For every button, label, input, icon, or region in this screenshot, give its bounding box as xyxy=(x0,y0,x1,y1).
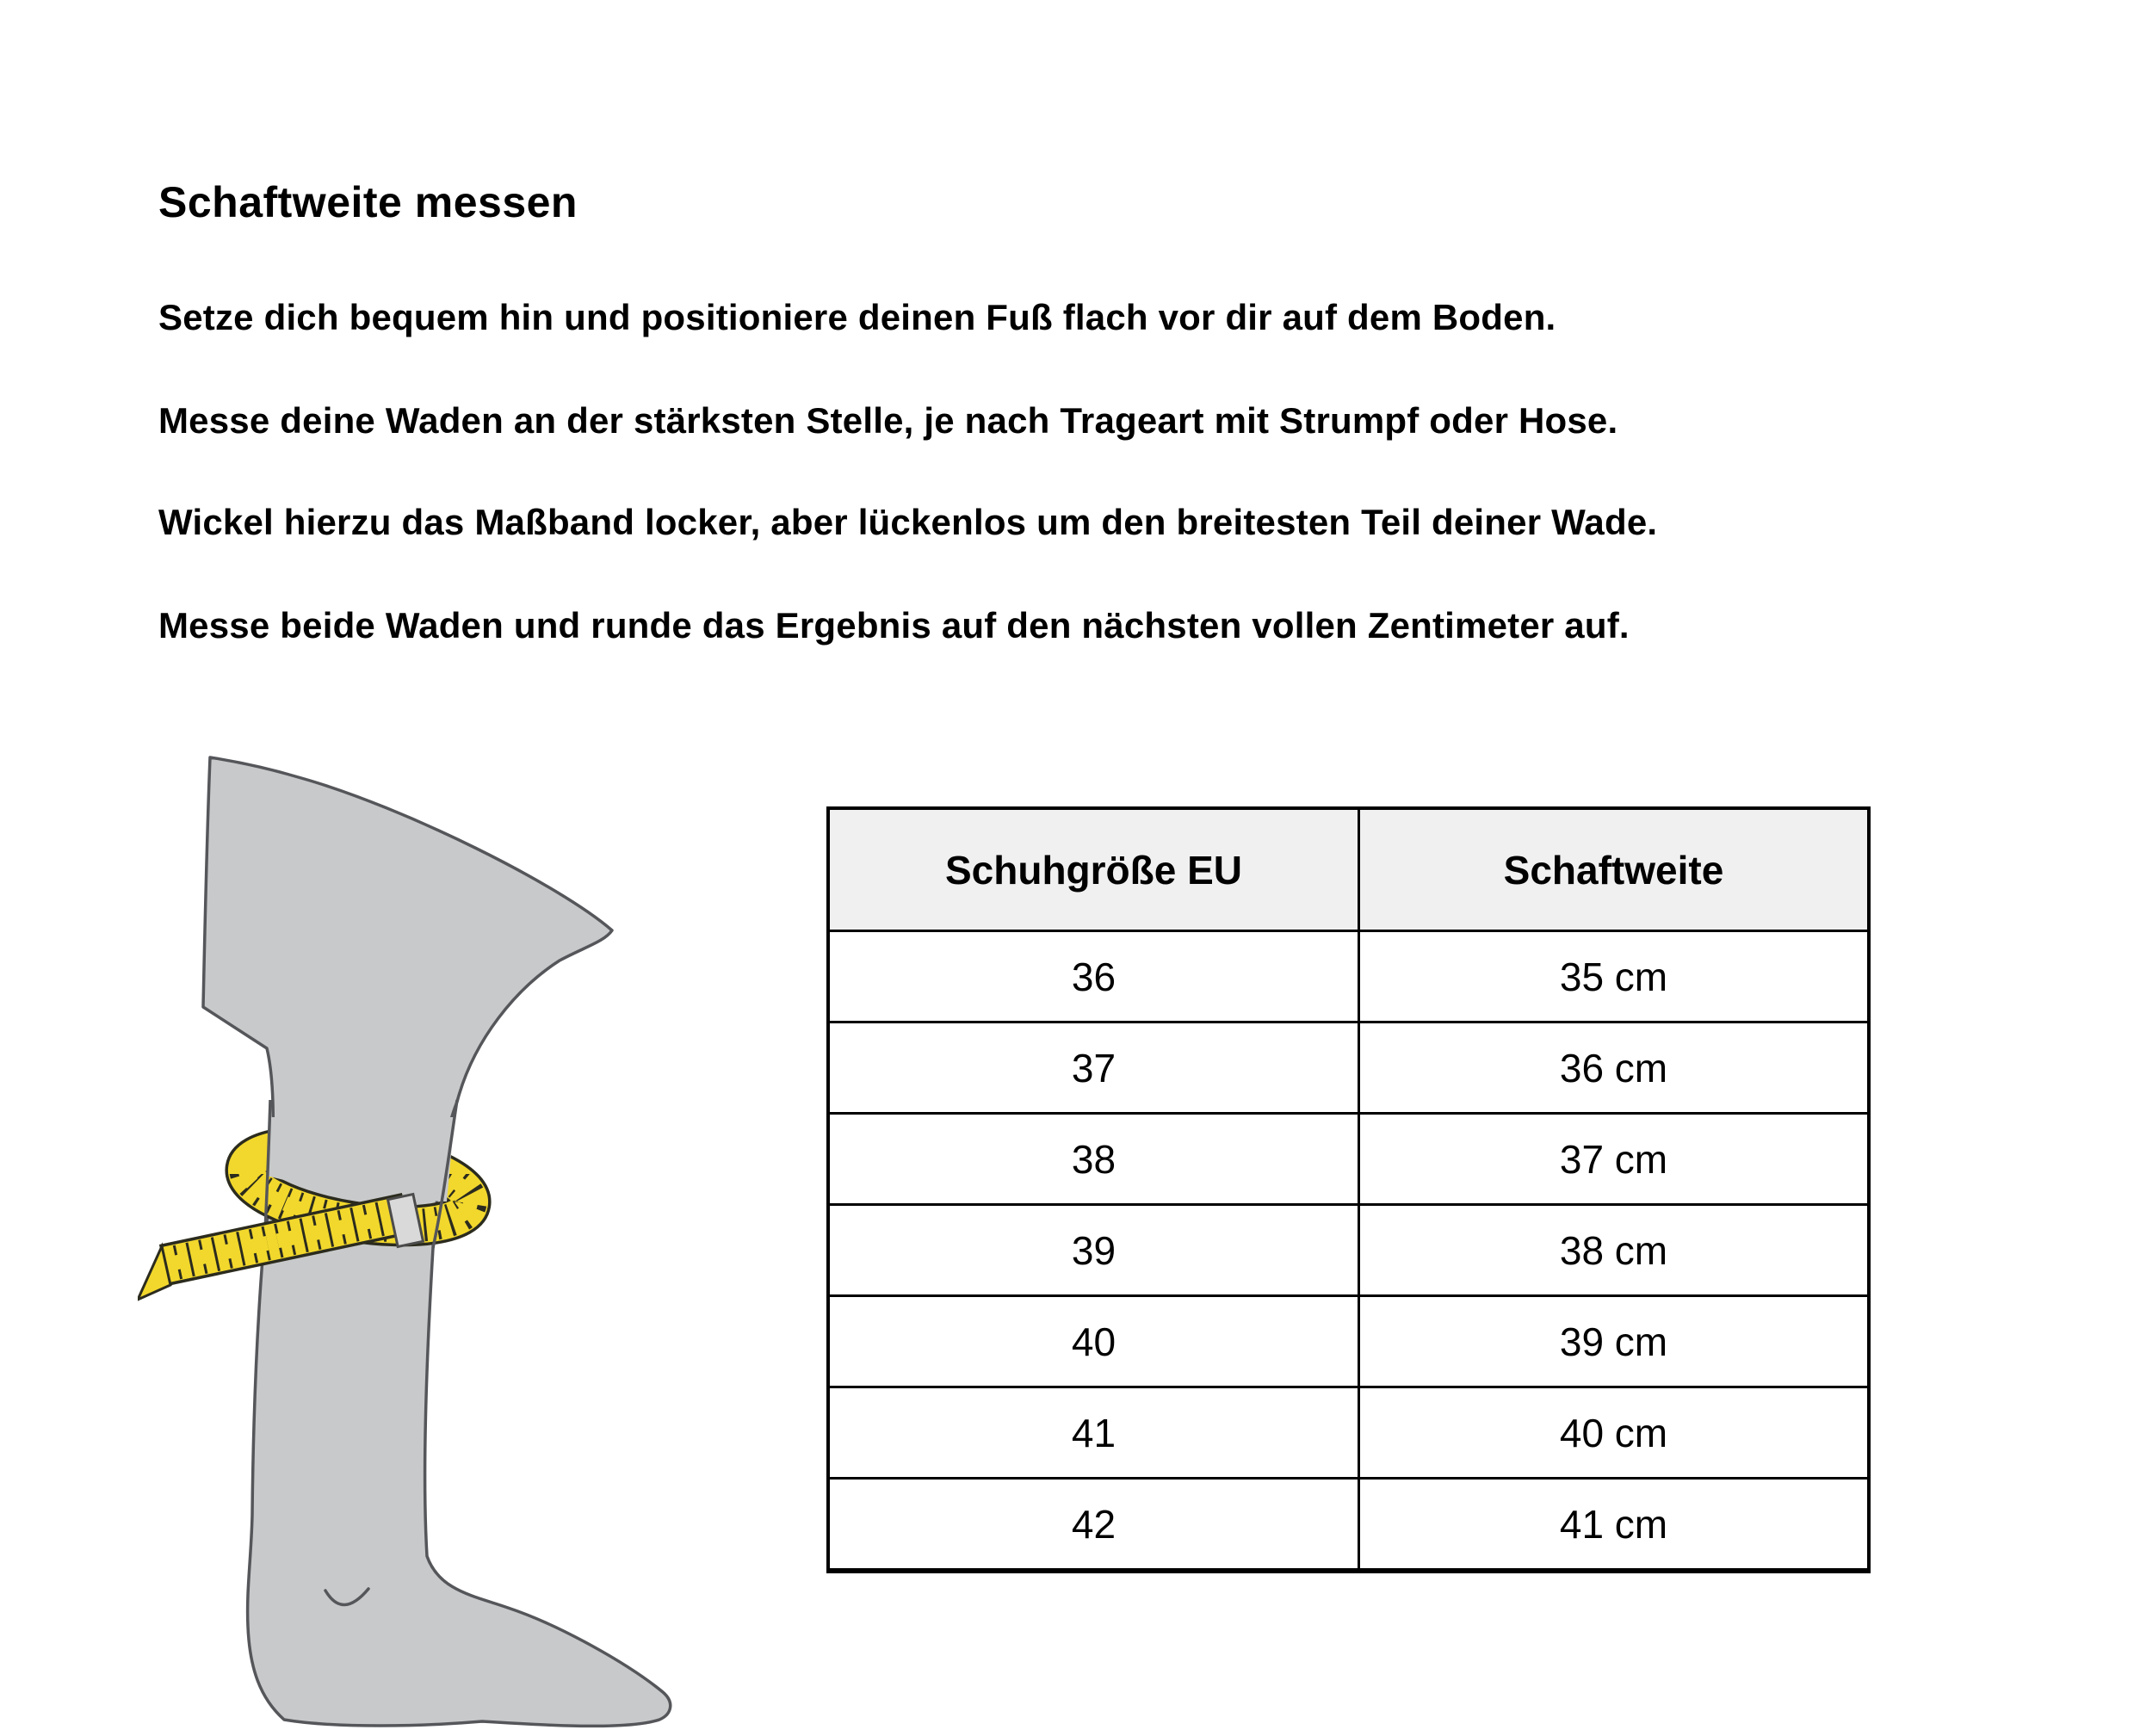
instruction-line-1: Setze dich bequem hin und positioniere deinen Fuß flach vor dir auf dem Boden. xyxy=(158,297,1556,337)
shoe-size-cell: 39 xyxy=(828,1205,1359,1296)
table-row xyxy=(828,1022,1869,1114)
table-row xyxy=(828,1479,1869,1572)
shaft-width-cell: 38 cm xyxy=(1359,1205,1870,1296)
shaft-width-cell: 39 cm xyxy=(1359,1296,1870,1387)
shaft-width-cell: 41 cm xyxy=(1359,1479,1870,1572)
shaft-width-cell: 37 cm xyxy=(1359,1114,1870,1205)
shaft-width-cell: 40 cm xyxy=(1359,1387,1870,1479)
header-shaft-width: Schaftweite xyxy=(1359,808,1870,931)
instruction-line-3: Wickel hierzu das Maßband locker, aber lückenlos um den breitesten Teil deiner Wade. xyxy=(158,502,1658,542)
size-table xyxy=(826,806,1871,1573)
leg-measuring-illustration xyxy=(138,730,706,1733)
page-title: Schaftweite messen xyxy=(158,177,578,226)
table-row xyxy=(828,1205,1869,1296)
shoe-size-cell: 42 xyxy=(828,1479,1359,1572)
table-row xyxy=(828,1114,1869,1205)
shaft-width-cell: 35 cm xyxy=(1359,931,1870,1022)
shoe-size-cell: 38 xyxy=(828,1114,1359,1205)
instruction-line-2: Messe deine Waden an der stärksten Stelle, je nach Trageart mit Strumpf oder Hose. xyxy=(158,400,1618,441)
shoe-size-cell: 37 xyxy=(828,1022,1359,1114)
header-shoe-size-eu: Schuhgröße EU xyxy=(828,808,1359,931)
table-row xyxy=(828,931,1869,1022)
shoe-size-cell: 41 xyxy=(828,1387,1359,1479)
size-table-header-row xyxy=(828,808,1869,931)
table-row xyxy=(828,1296,1869,1387)
shoe-size-cell: 36 xyxy=(828,931,1359,1022)
instruction-line-4: Messe beide Waden und runde das Ergebnis auf den nächsten vollen Zentimeter auf. xyxy=(158,605,1630,646)
table-row xyxy=(828,1387,1869,1479)
shoe-size-cell: 40 xyxy=(828,1296,1359,1387)
shaft-width-cell: 36 cm xyxy=(1359,1022,1870,1114)
